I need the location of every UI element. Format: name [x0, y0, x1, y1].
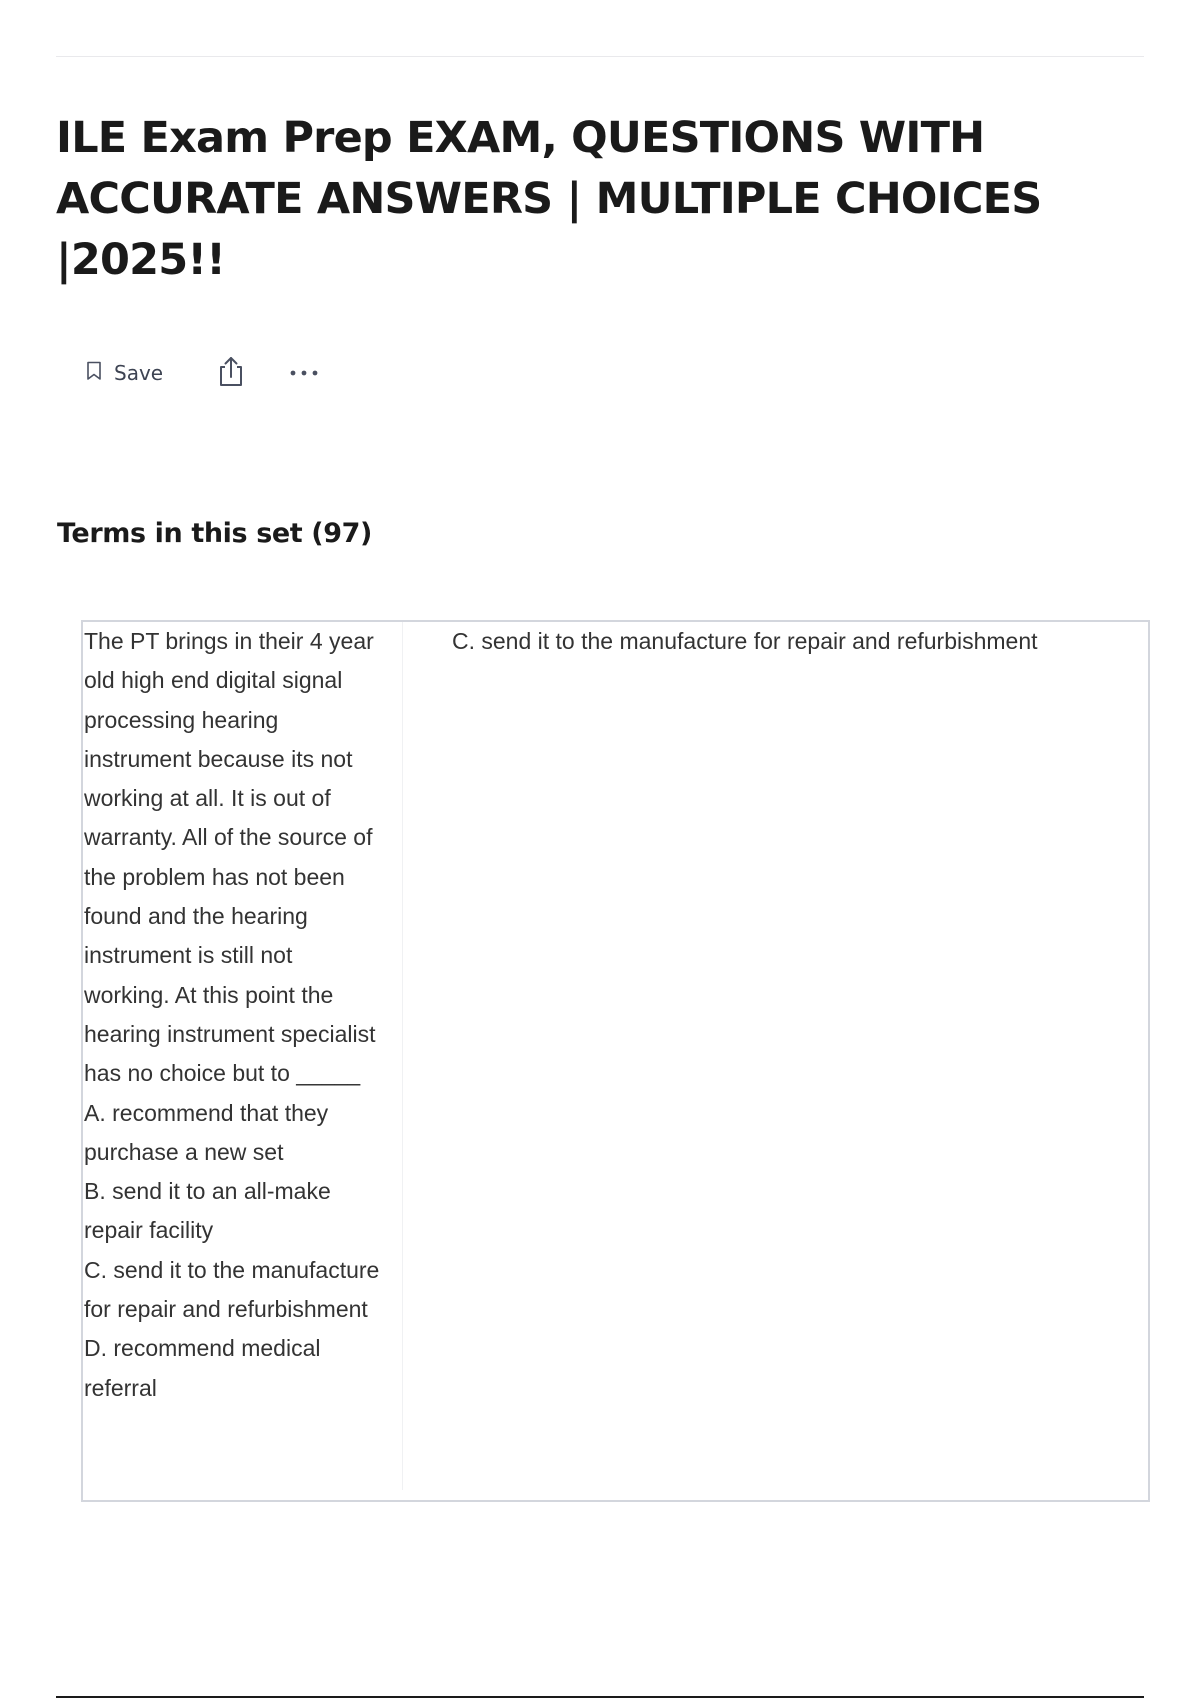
term-column-divider	[402, 622, 403, 1490]
more-options-button[interactable]	[289, 364, 319, 382]
terms-heading: Terms in this set (97)	[57, 518, 372, 549]
save-label: Save	[114, 361, 164, 385]
page-title: ILE Exam Prep EXAM, QUESTIONS WITH ACCURATE ANSWERS | MULTIPLE CHOICES |2025!!	[56, 113, 1042, 285]
share-button[interactable]	[217, 355, 245, 392]
more-options-icon	[289, 364, 319, 382]
share-icon	[217, 355, 245, 392]
term-answer: C. send it to the manufacture for repair and refurbishment	[452, 628, 1038, 654]
term-card	[81, 620, 1150, 1502]
bottom-divider	[56, 1696, 1144, 1698]
top-divider	[56, 56, 1144, 57]
term-question: The PT brings in their 4 year old high end digital signal processing hearing instrument because its not working at all. It is out of warranty. All of the source of the problem has not been found and the hearing instrument is still not working. At this point the hearing instrument specialist has no choice but to _____ A. recommend that they purchase a new set B. send it to an all-make repair facility C. send it to the manufacture for repair and refurbishment D. recommend medical referral	[84, 628, 380, 1401]
bookmark-icon	[86, 361, 102, 386]
save-button[interactable]	[86, 361, 163, 386]
action-bar	[86, 353, 319, 393]
